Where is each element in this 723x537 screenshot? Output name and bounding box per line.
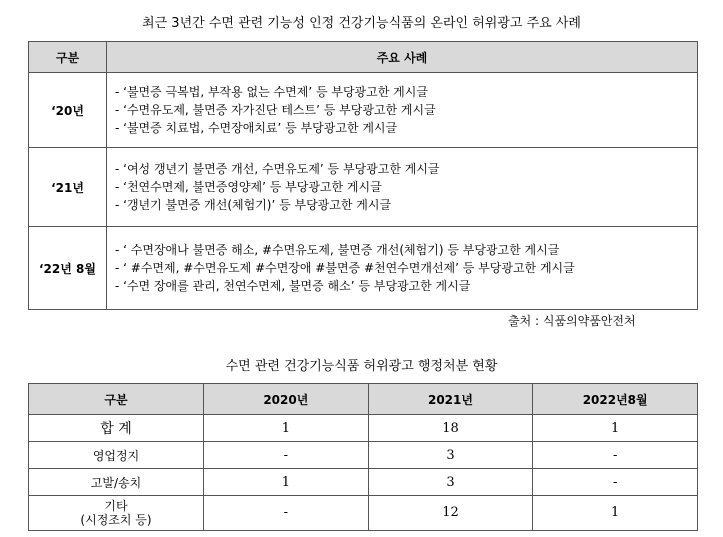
header-2020: 2020년 (204, 384, 369, 415)
cell-2021: 12 (368, 496, 533, 531)
table-row (29, 227, 698, 310)
header-category: 구분 (29, 384, 204, 415)
table-row (29, 469, 698, 496)
administrative-actions-table (28, 383, 698, 531)
row-label-line2: (시정조치 등) (80, 513, 152, 527)
row-year: ‘20년 (29, 73, 107, 148)
row-label: 합 계 (29, 415, 204, 442)
advertising-cases-table (28, 41, 698, 310)
row-label: 고발/송치 (29, 469, 204, 496)
list-item: - ‘수면 장애를 관리, 천연수면제, 불면증 해소’ 등 부당광고한 게시글 (115, 279, 471, 293)
table-row (29, 496, 698, 531)
table2-title: 수면 관련 건강기능식품 허위광고 행정처분 현황 (225, 359, 498, 374)
table-row (29, 415, 698, 442)
cell-2020: 1 (204, 469, 369, 496)
row-items (107, 227, 698, 310)
source-note: 출처 : 식품의약품안전처 (508, 314, 636, 328)
list-item: - ‘천연수면제, 불면증영양제’ 등 부당광고한 게시글 (115, 180, 382, 194)
row-year: ‘21년 (29, 148, 107, 227)
table-header-row (29, 384, 698, 415)
table1-title: 최근 3년간 수면 관련 기능성 인정 건강기능식품의 온라인 허위광고 주요 사례 (142, 16, 581, 31)
list-item: - ‘ 수면장애나 불면증 해소, #수면유도제, 불면증 개선(체험기) 등 부당광고한 게시글 (115, 243, 560, 257)
list-item: - ‘여성 갱년기 불면증 개선, 수면유도제’ 등 부당광고한 게시글 (115, 162, 440, 176)
table-row (29, 442, 698, 469)
cell-2022: - (533, 469, 698, 496)
header-2021: 2021년 (368, 384, 533, 415)
cell-2020: 1 (204, 415, 369, 442)
table-header-row (29, 42, 698, 73)
row-label-line1: 기타 (104, 499, 128, 513)
header-category: 구분 (29, 42, 107, 73)
cell-2021: 3 (368, 469, 533, 496)
header-main-cases: 주요 사례 (107, 42, 698, 73)
cell-2021: 3 (368, 442, 533, 469)
row-label: 영업정지 (29, 442, 204, 469)
row-label (29, 496, 204, 531)
header-2022-aug: 2022년8월 (533, 384, 698, 415)
cell-2022: 1 (533, 496, 698, 531)
table-row (29, 73, 698, 148)
table-row (29, 148, 698, 227)
cell-2020: - (204, 442, 369, 469)
list-item: - ‘불면증 치료법, 수면장애치료’ 등 부당광고한 게시글 (115, 121, 398, 135)
cell-2021: 18 (368, 415, 533, 442)
row-year: ‘22년 8월 (29, 227, 107, 310)
list-item: - ‘수면유도제, 불면증 자가진단 테스트’ 등 부당광고한 게시글 (115, 103, 436, 117)
list-item: - ‘갱년기 불면증 개선(체험기)’ 등 부당광고한 게시글 (115, 198, 392, 212)
cell-2022: - (533, 442, 698, 469)
cell-2022: 1 (533, 415, 698, 442)
row-items (107, 73, 698, 148)
list-item: - ‘불면증 극복법, 부작용 없는 수면제’ 등 부당광고한 게시글 (115, 85, 428, 99)
cell-2020: - (204, 496, 369, 531)
row-items (107, 148, 698, 227)
list-item: - ‘ #수면제, #수면유도제 #수면장애 #불면증 #천연수면개선제’ 등 부당광고한 게시글 (115, 261, 575, 275)
